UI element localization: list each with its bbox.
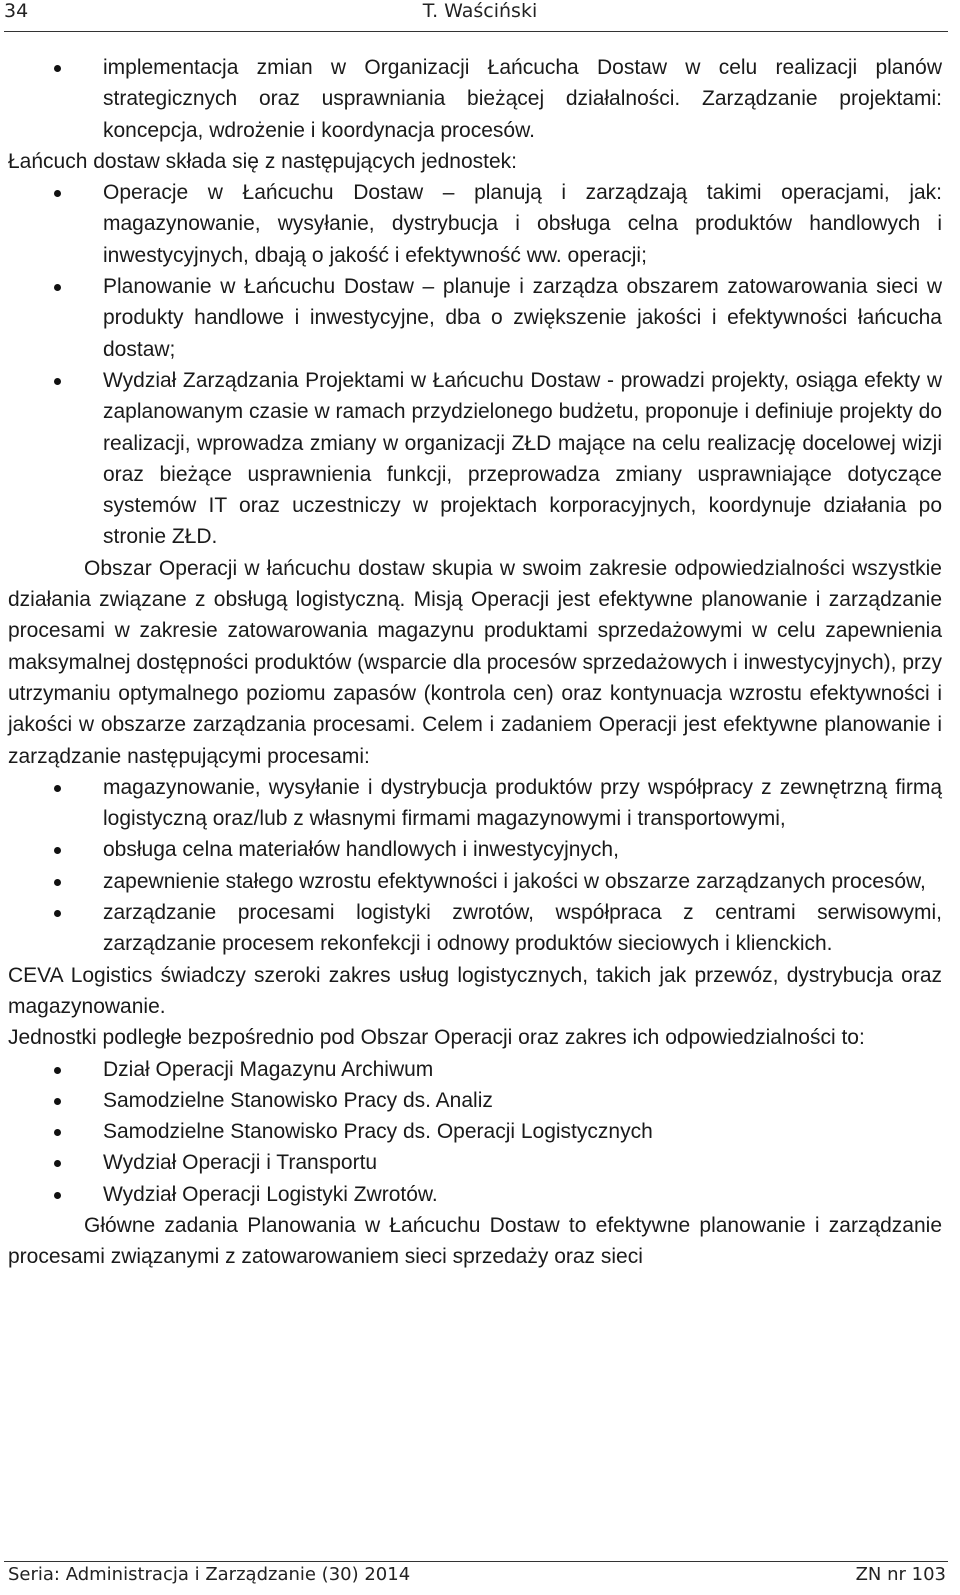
bullet-icon xyxy=(54,1192,61,1199)
bullet-icon xyxy=(54,378,61,385)
planning-paragraph: Główne zadania Planowania w Łańcuchu Dostaw to efektywne planowanie i zarządzanie procesami związanymi z zatowarowaniem sieci sprzedaży oraz sieci xyxy=(8,1213,942,1269)
bullet-icon xyxy=(54,785,61,792)
header-rule xyxy=(4,31,948,32)
series-label: Seria: Administracja i Zarządzanie (30) 2014 xyxy=(8,1564,411,1585)
bullet-icon xyxy=(54,1098,61,1105)
bullet-icon xyxy=(54,284,61,291)
running-head-author: T. Waściński xyxy=(422,0,538,22)
units-list xyxy=(8,177,942,553)
list-item: Dział Operacji Magazynu Archiwum xyxy=(8,1054,942,1085)
units-intro: Łańcuch dostaw składa się z następujących jednostek: xyxy=(8,149,517,173)
page-number: 34 xyxy=(4,0,29,22)
list-item: implementacja zmian w Organizacji Łańcucha Dostaw w celu realizacji planów strategicznych oraz usprawniania bieżącej działalności. Zarządzanie projektami: koncepcja, wdrożenie i koordynacja procesów. xyxy=(8,52,942,146)
processes-list xyxy=(8,772,942,960)
list-item: Samodzielne Stanowisko Pracy ds. Operacji Logistycznych xyxy=(8,1116,942,1147)
bullet-icon xyxy=(54,1160,61,1167)
intro-list xyxy=(8,52,942,146)
list-item: zarządzanie procesami logistyki zwrotów, współpraca z centrami serwisowymi, zarządzanie procesem rekonfekcji i odnowy produktów sieciowych i klienckich. xyxy=(8,897,942,960)
ceva-paragraph: CEVA Logistics świadczy szeroki zakres usług logistycznych, takich jak przewóz, dystrybucja oraz magazynowanie. xyxy=(8,963,942,1018)
bullet-icon xyxy=(54,879,61,886)
list-item: Wydział Operacji i Transportu xyxy=(8,1147,942,1178)
bullet-icon xyxy=(54,847,61,854)
bullet-icon xyxy=(54,65,61,72)
list-item: zapewnienie stałego wzrostu efektywności i jakości w obszarze zarządzanych procesów, xyxy=(8,866,942,897)
list-item: Planowanie w Łańcuchu Dostaw – planuje i zarządza obszarem zatowarowania sieci w produkty handlowe i inwestycyjne, dba o zwiększenie jakości i efektywności łańcucha dostaw; xyxy=(8,271,942,365)
page-footer xyxy=(0,1564,960,1594)
subordinate-intro: Jednostki podległe bezpośrednio pod Obszar Operacji oraz zakres ich odpowiedzialności to: xyxy=(8,1026,865,1050)
footer-rule xyxy=(4,1561,948,1562)
list-item: Wydział Zarządzania Projektami w Łańcuchu Dostaw - prowadzi projekty, osiąga efekty w zaplanowanym czasie w ramach przydzielonego budżetu, proponuje i definiuje projekty do realizacji, wprowadza zmiany w organizacji ZŁD mające na celu realizację docelowej wizji oraz bieżące usprawnienia funkcji, przeprowadza zmiany usprawniające dotyczące systemów IT oraz uczestniczy w projektach korporacyjnych, koordynuje działania po stronie ZŁD. xyxy=(8,365,942,553)
list-item: obsługa celna materiałów handlowych i inwestycyjnych, xyxy=(8,834,942,865)
issue-label: ZN nr 103 xyxy=(855,1564,946,1585)
page-header xyxy=(0,0,960,34)
bullet-icon xyxy=(54,910,61,917)
list-item: Operacje w Łańcuchu Dostaw – planują i zarządzają takimi operacjami, jak: magazynowanie, wysyłanie, dystrybucja i obsługa celna produktów handlowych i inwestycyjnych, dbają o jakość i efektywność ww. operacji; xyxy=(8,177,942,271)
list-item: Wydział Operacji Logistyki Zwrotów. xyxy=(8,1179,942,1210)
bullet-icon xyxy=(54,1129,61,1136)
subordinate-units-list xyxy=(8,1054,942,1210)
list-item: magazynowanie, wysyłanie i dystrybucja produktów przy współpracy z zewnętrzną firmą logistyczną oraz/lub z własnymi firmami magazynowymi i transportowymi, xyxy=(8,772,942,835)
list-item: Samodzielne Stanowisko Pracy ds. Analiz xyxy=(8,1085,942,1116)
body-text xyxy=(8,52,942,1273)
operations-paragraph: Obszar Operacji w łańcuchu dostaw skupia w swoim zakresie odpowiedzialności wszystkie działania związane z obsługą logistyczną. Misją Operacji jest efektywne planowanie i zarządzanie procesami w zakresie zatowarowania magazynu produktami sprzedażowymi w celu zapewnienia maksymalnej dostępności produktów (wsparcie dla procesów sprzedażowych i inwestycyjnych), przy utrzymaniu optymalnego poziomu zapasów (kontrola cen) oraz kontynuacja wzrostu efektywności i jakości w obszarze zarządzania procesami. Celem i zadaniem Operacji jest efektywne planowanie i zarządzanie następującymi procesami: xyxy=(8,556,942,768)
bullet-icon xyxy=(54,1067,61,1074)
bullet-icon xyxy=(54,190,61,197)
